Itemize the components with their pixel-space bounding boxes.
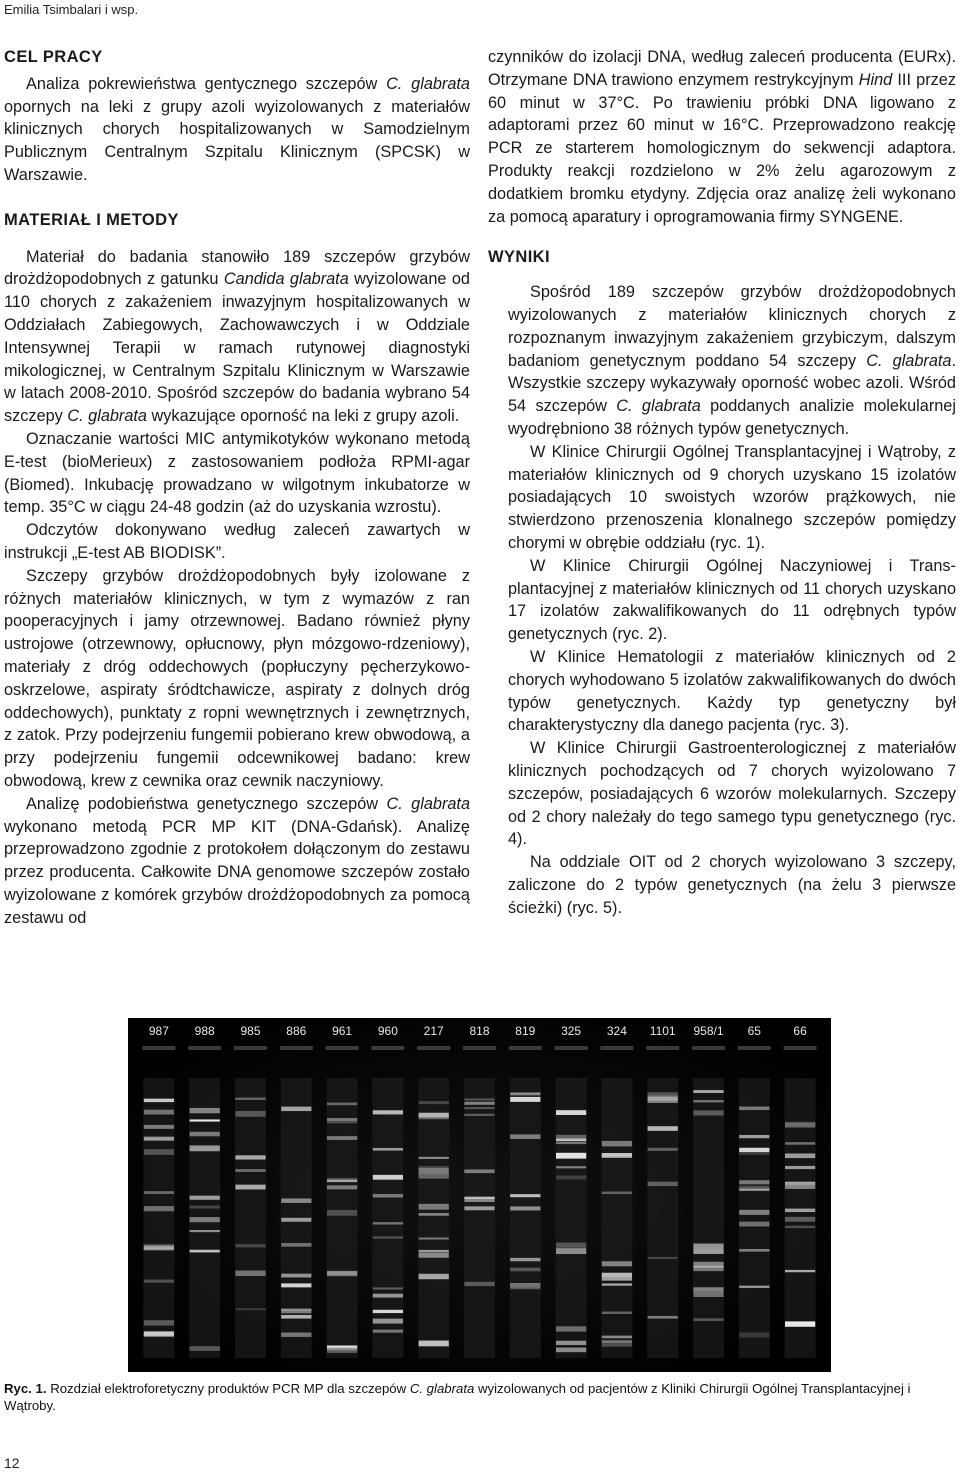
left-column bbox=[4, 46, 470, 929]
gel-band bbox=[190, 1196, 220, 1200]
gel-band bbox=[281, 1283, 311, 1287]
gel-band bbox=[648, 1257, 678, 1259]
gel-band bbox=[739, 1180, 769, 1184]
gel-band bbox=[373, 1110, 403, 1114]
gel-band bbox=[510, 1258, 540, 1261]
gel-band bbox=[144, 1331, 174, 1336]
gel-band bbox=[144, 1110, 174, 1115]
gel-band bbox=[419, 1250, 449, 1252]
gel-band bbox=[144, 1125, 174, 1129]
gel-band bbox=[281, 1309, 311, 1311]
gel-band bbox=[464, 1107, 494, 1109]
gel-band bbox=[602, 1261, 632, 1266]
heading-material-metody: MATERIAŁ I METODY bbox=[4, 210, 179, 229]
gel-lane-smear bbox=[464, 1078, 495, 1358]
gel-band bbox=[235, 1308, 265, 1310]
gel-band bbox=[419, 1204, 449, 1210]
gel-lane-smear bbox=[418, 1078, 449, 1358]
gel-band bbox=[373, 1310, 403, 1313]
lane-label: 324 bbox=[606, 1024, 627, 1038]
gel-band bbox=[327, 1136, 357, 1140]
page-number: 12 bbox=[4, 1455, 20, 1471]
lane-label: 325 bbox=[561, 1024, 582, 1038]
gel-well bbox=[738, 1046, 771, 1050]
paragraph-analiza: Analizę podobieństwa genetycznego szczepów C. glabrata wykonano metodą PCR MP KIT (DNA-Gdańsk). Analizę przeprowadzono zgodnie z protokołem dołączonym do zestawu przez producenta. Całkowite DNA genomowe szczepów zostało wyizolowane z komórek grzybów drożdżopodobnych za pomocą zestawu od bbox=[4, 794, 470, 927]
gel-lane-smear bbox=[143, 1078, 174, 1358]
gel-band bbox=[281, 1107, 311, 1111]
paragraph-wyniki-1: Spośród 189 szczepów grzybów drożdżopodobnych wyizolowanych z materiałów klinicznych chorych z rozpoznanym inwazyjnym zakażeniem grzybiczym, dalszym badaniom genetycznym poddano 54 szczepy C. glabrata. Wszystkie szczepy wykazywały oporność wobec azoli. Wśród 54 szczepów C. glabrata poddanych analizie molekularnej wyodrębniono 38 różnych typów genetycznych. bbox=[508, 283, 956, 438]
gel-band bbox=[556, 1153, 586, 1159]
gel-band bbox=[190, 1206, 220, 1209]
gel-band bbox=[373, 1236, 403, 1238]
gel-band bbox=[373, 1222, 403, 1224]
gel-well bbox=[509, 1046, 542, 1050]
gel-band bbox=[739, 1210, 769, 1215]
gel-band bbox=[739, 1222, 769, 1227]
gel-band bbox=[419, 1252, 449, 1257]
gel-band bbox=[739, 1189, 769, 1191]
gel-band bbox=[602, 1141, 632, 1143]
lane-label: 985 bbox=[240, 1024, 261, 1038]
gel-band bbox=[373, 1194, 403, 1198]
lane-label: 819 bbox=[515, 1024, 536, 1038]
figure-caption: Ryc. 1. Rozdział elektroforetyczny produktów PCR MP dla szczepów C. glabrata wyizolowanych od pacjentów z Kliniki Chirurgii Ogólnej Transplantacyjnej i Wątroby. bbox=[4, 1381, 911, 1413]
gel-band bbox=[785, 1183, 815, 1189]
lane-label: 960 bbox=[377, 1024, 398, 1038]
gel-band bbox=[785, 1142, 815, 1144]
gel-band bbox=[373, 1330, 403, 1333]
gel-band bbox=[464, 1206, 494, 1210]
gel-band bbox=[785, 1226, 815, 1228]
gel-electrophoresis-figure bbox=[128, 1018, 831, 1372]
gel-band bbox=[373, 1148, 403, 1150]
lane-label: 818 bbox=[469, 1024, 490, 1038]
paragraph-wyniki-4: W Klinice Hematologii z materiałów klinicznych od 2 chorych wyhodowano 5 izolatów zakwalifikowanych do dwóch typów genetycznych. Każdy typ genetyczny był charakterystyczny dla danego pacjenta (ryc. 3). bbox=[508, 647, 956, 735]
gel-well bbox=[142, 1046, 175, 1050]
gel-band bbox=[510, 1284, 540, 1289]
gel-well bbox=[188, 1046, 221, 1050]
gel-band bbox=[190, 1217, 220, 1222]
paragraph-wyniki-5: W Klinice Chirurgii Gastroenterologicznej z materiałów klinicznych pochodzących od 7 chorych wyizolowano 7 szczepów, posiadających 6 wzorów molekularnych. Szczepy od 2 chory należały do tego samego typu genetycznego (ryc. 4). bbox=[508, 739, 956, 849]
lane-label: 958/1 bbox=[693, 1024, 724, 1038]
gel-band bbox=[602, 1344, 632, 1347]
gel-band bbox=[144, 1099, 174, 1102]
paragraph-mic: Oznaczanie wartości MIC antymikotyków wykonano metodą E-test (bioMerieux) z zastosowaniem podłoża RPMI-agar (Biomed). Inkubację prowadzano w wilgotnym inkubatorze w temp. 35°C w ciągu 24-48 godzin (aż do uzyskania wzrostu). bbox=[4, 429, 470, 517]
gel-well bbox=[371, 1046, 404, 1050]
gel-band bbox=[373, 1319, 403, 1324]
gel-band bbox=[693, 1318, 723, 1321]
gel-band bbox=[327, 1103, 357, 1106]
gel-band bbox=[556, 1142, 586, 1144]
gel-band bbox=[785, 1322, 815, 1327]
gel-band bbox=[556, 1248, 586, 1254]
lane-label: 988 bbox=[194, 1024, 215, 1038]
gel-band bbox=[327, 1210, 357, 1216]
lane-label: 217 bbox=[423, 1024, 444, 1038]
gel-band bbox=[785, 1122, 815, 1128]
gel-band bbox=[602, 1273, 632, 1277]
gel-band bbox=[419, 1173, 449, 1179]
gel-band bbox=[144, 1244, 174, 1250]
gel-lane-smear bbox=[556, 1078, 587, 1358]
gel-well bbox=[280, 1046, 313, 1050]
gel-band bbox=[235, 1169, 265, 1172]
gel-image bbox=[128, 1018, 831, 1372]
gel-band bbox=[602, 1336, 632, 1339]
gel-band bbox=[235, 1155, 265, 1159]
gel-band bbox=[602, 1283, 632, 1285]
lane-label: 961 bbox=[332, 1024, 353, 1038]
gel-band bbox=[693, 1244, 723, 1250]
gel-band bbox=[648, 1092, 678, 1096]
lane-label: 1101 bbox=[649, 1024, 676, 1038]
gel-band bbox=[327, 1185, 357, 1189]
right-column bbox=[488, 50, 956, 919]
gel-band bbox=[693, 1090, 723, 1093]
gel-band bbox=[785, 1217, 815, 1222]
gel-band bbox=[556, 1135, 586, 1139]
gel-band bbox=[419, 1168, 449, 1174]
gel-band bbox=[556, 1243, 586, 1248]
gel-band bbox=[693, 1110, 723, 1115]
lane-label: 987 bbox=[148, 1024, 169, 1038]
gel-band bbox=[648, 1126, 678, 1131]
gel-band bbox=[739, 1107, 769, 1111]
gel-band bbox=[785, 1270, 815, 1272]
paragraph-odczyty: Odczytów dokonywano według zaleceń zawartych w instrukcji „E-test AB BIODISK”. bbox=[4, 521, 470, 562]
gel-band bbox=[327, 1271, 357, 1275]
gel-band bbox=[510, 1097, 540, 1102]
gel-band bbox=[785, 1209, 815, 1212]
gel-band bbox=[464, 1098, 494, 1100]
gel-well bbox=[646, 1046, 679, 1050]
gel-band bbox=[693, 1100, 723, 1102]
gel-band bbox=[373, 1294, 403, 1298]
gel-band bbox=[327, 1180, 357, 1183]
gel-band bbox=[510, 1206, 540, 1210]
paragraph-continuation: czynników do izolacji DNA, według zaleceń producenta (EURx). Otrzymane DNA trawiono enzymem restrykcyjnym Hind III przez 60 minut w 37°C. Po trawieniu próbki DNA ligowano z adaptorami przez 60 minut w 16°C. Przeprowadzono reakcję PCR ze starterem homologicznym do sekwencji adaptora. Produkty reakcji rozdzielono w 2% żelu agarozowym z dodatkiem bromku etydyny. Zdjęcia oraz analizę żeli wykonano za pomocą aparatury i oprogramowania firmy SYNGENE. bbox=[488, 48, 956, 226]
gel-band bbox=[510, 1135, 540, 1138]
gel-band bbox=[648, 1182, 678, 1186]
gel-band bbox=[785, 1166, 815, 1169]
gel-band bbox=[281, 1243, 311, 1247]
paragraph-wyniki-3: W Klinice Chirurgii Ogólnej Naczyniowej i Transplantacyjnej z materiałów klinicznych od 11 chorych uzyskano 17 izolatów zakwalifikowanych do 11 odrębnych typów genetycznych (ryc. 2). bbox=[508, 556, 956, 644]
gel-band bbox=[419, 1341, 449, 1347]
gel-band bbox=[739, 1148, 769, 1152]
gel-band bbox=[190, 1108, 220, 1113]
paragraph-wyniki-2: W Klinice Chirurgii Ogólnej Transplantacyjnej i Wątroby, z materiałów klinicznych od 9 chorych uzyskano 15 izolatów posiadających 10 swoistych wzorów prążkowych, nie stwierdzono przenoszenia klonalnego szczepów pomiędzy chorymi w obrębie oddziału (ryc. 1). bbox=[508, 442, 956, 552]
gel-band bbox=[235, 1185, 265, 1190]
gel-band bbox=[464, 1169, 494, 1173]
gel-band bbox=[556, 1175, 586, 1179]
results-block bbox=[488, 281, 956, 919]
gel-band bbox=[190, 1346, 220, 1351]
gel-well bbox=[326, 1046, 359, 1050]
gel-band bbox=[281, 1198, 311, 1202]
gel-band bbox=[510, 1194, 540, 1197]
gel-lane-smear bbox=[693, 1078, 724, 1358]
gel-band bbox=[464, 1114, 494, 1116]
gel-band bbox=[281, 1315, 311, 1319]
gel-band bbox=[419, 1274, 449, 1279]
gel-band bbox=[602, 1192, 632, 1194]
gel-lane-smear bbox=[510, 1078, 541, 1358]
gel-band bbox=[556, 1348, 586, 1353]
gel-lane-smear bbox=[235, 1078, 266, 1358]
gel-band bbox=[190, 1145, 220, 1151]
gel-band bbox=[556, 1341, 586, 1345]
lane-label: 65 bbox=[747, 1024, 761, 1038]
gel-band bbox=[419, 1238, 449, 1240]
gel-band bbox=[144, 1191, 174, 1194]
lane-label: 886 bbox=[286, 1024, 307, 1038]
gel-band bbox=[602, 1153, 632, 1158]
gel-band bbox=[648, 1316, 678, 1319]
gel-band bbox=[190, 1119, 220, 1121]
gel-band bbox=[190, 1250, 220, 1253]
gel-band bbox=[739, 1152, 769, 1154]
gel-well bbox=[784, 1046, 817, 1050]
gel-band bbox=[281, 1218, 311, 1222]
gel-band bbox=[373, 1175, 403, 1180]
gel-band bbox=[235, 1271, 265, 1277]
gel-band bbox=[510, 1268, 540, 1272]
gel-band bbox=[510, 1092, 540, 1095]
gel-band bbox=[785, 1153, 815, 1158]
gel-band bbox=[327, 1347, 357, 1350]
gel-band bbox=[144, 1280, 174, 1283]
paragraph-szczepy: Szczepy grzybów drożdżopodobnych były izolowane z różnych materiałów klinicznych, w tym z wymazów z ran pooperacyjnych i jamy otrzewnowej. Badano również płyny ustrojowe (otrzewnowy, opłucnowy, płyn mózgowo-rdzeniowy), materiały z dróg oddechowych (popłuczyny pęcherzykowo-oskrzelowe, aspiraty śródtchawicze, aspiraty z dolnych dróg oddechowych), punktaty z ropni wewnętrznych i zewnętrznych, z zatok. Przy podejrzeniu fungemii pobierano krew obwodową, a przy podejrzeniu fungemii odcewnikowej badano: krew obwodową, krew z cewnika oraz cewnik naczyniowy. bbox=[4, 566, 470, 790]
gel-band bbox=[235, 1111, 265, 1117]
paragraph-wyniki-6: Na oddziale OIT od 2 chorych wyizolowano 3 szczepy, zaliczone do 2 typów genetycznych (na żelu 3 pierwsze ścieżki) (ryc. 5). bbox=[508, 853, 956, 917]
gel-lane-smear bbox=[739, 1078, 770, 1358]
gel-band bbox=[190, 1132, 220, 1137]
gel-well bbox=[417, 1046, 450, 1050]
gel-band bbox=[144, 1137, 174, 1140]
gel-band bbox=[556, 1326, 586, 1331]
gel-band bbox=[739, 1135, 769, 1138]
gel-band bbox=[556, 1166, 586, 1168]
gel-well bbox=[463, 1046, 496, 1050]
paragraph-material: Materiał do badania stanowiło 189 szczepów grzybów drożdżopodobnych z gatunku Candida glabrata wyizolowane od 110 chorych z zakażeniem inwazyjnym hospitalizowanych w Oddziałach Zabiegowych, Zachowawczych i w Oddziale Intensywnej Terapii w ramach rutynowej diagnostyki mikologicznej, w Centralnym Szpitalu Klinicznym w Warszawie w latach 2008-2010. Spośród szczepów do badania wybrano 54 szczepy C. glabrata wykazujące oporność na leki z grupy azoli. bbox=[4, 247, 470, 426]
gel-well bbox=[234, 1046, 267, 1050]
gel-well bbox=[600, 1046, 633, 1050]
gel-well bbox=[555, 1046, 588, 1050]
gel-band bbox=[556, 1110, 586, 1115]
gel-band bbox=[739, 1332, 769, 1337]
gel-band bbox=[419, 1157, 449, 1159]
gel-band bbox=[327, 1118, 357, 1121]
gel-band bbox=[235, 1244, 265, 1247]
gel-band bbox=[144, 1206, 174, 1211]
heading-wyniki: WYNIKI bbox=[488, 248, 550, 267]
gel-lane-smear bbox=[372, 1078, 403, 1358]
gel-band bbox=[281, 1274, 311, 1278]
running-head: Emilia Tsimbalari i wsp. bbox=[4, 2, 139, 17]
gel-band bbox=[144, 1149, 174, 1155]
gel-band bbox=[693, 1249, 723, 1254]
gel-band bbox=[464, 1282, 494, 1286]
gel-band bbox=[602, 1312, 632, 1315]
gel-band bbox=[190, 1230, 220, 1232]
gel-band bbox=[419, 1213, 449, 1216]
gel-band bbox=[739, 1286, 769, 1288]
gel-band bbox=[602, 1340, 632, 1343]
gel-band bbox=[739, 1249, 769, 1252]
gel-band bbox=[693, 1291, 723, 1297]
heading-cel-pracy: CEL PRACY bbox=[4, 48, 103, 66]
gel-lane-smear bbox=[601, 1078, 632, 1358]
gel-band bbox=[464, 1102, 494, 1105]
gel-band bbox=[419, 1113, 449, 1118]
gel-band bbox=[464, 1197, 494, 1199]
gel-band bbox=[419, 1101, 449, 1104]
paragraph-cel: Analiza pokrewieństwa gentycznego szczepów C. glabrata opornych na leki z grupy azoli wyizolowanych z materiałów klinicznych chorych hospitalizowanych w Samodzielnym Publicznym Centralnym Szpitalu Klinicznym (SPCSK) w Warszawie. bbox=[4, 74, 470, 184]
gel-band bbox=[373, 1287, 403, 1289]
gel-band bbox=[648, 1148, 678, 1151]
gel-band bbox=[144, 1320, 174, 1325]
lane-label: 66 bbox=[793, 1024, 807, 1038]
gel-well bbox=[692, 1046, 725, 1050]
gel-band bbox=[693, 1287, 723, 1291]
gel-band bbox=[281, 1333, 311, 1337]
gel-band bbox=[235, 1098, 265, 1100]
gel-band bbox=[693, 1262, 723, 1268]
